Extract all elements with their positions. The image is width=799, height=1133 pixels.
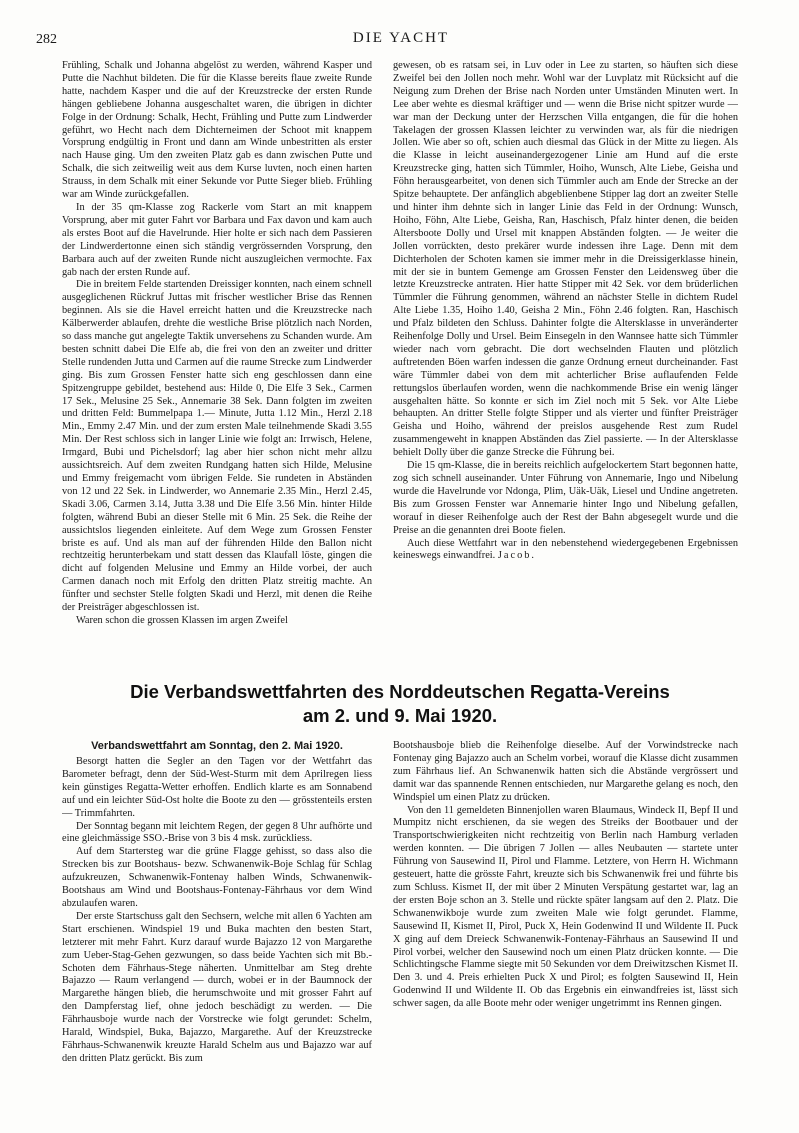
paragraph: Die in breitem Felde startenden Dreissiger konnten, nach einem schnell ausgeglichenen Rückruf Juttas mit frischer westlicher Brise das Rennen beginnen. Als sie die Havel erreicht hatten und die Kreuzstrecke nach Kälberwerder ablaufen, drehte die westliche Brise plötzlich nach Norden, so dass manche gut angelegte Taktik unversehens zu Schanden wurde. Am besten schnitt dabei Die Elfe ab, die frei von den an zweiter und dritter Stelle rundenden Jutta und Carmen auf die raume Strecke zum Lindwerder ging. Bis zum Grossen Fenster hatte sich eng geschlossen dann eine Spitzengruppe gebildet, bestehend aus: Hilde 0, Die Elfe 3 Sek., Carmen 17 Sek., Melusine 25 Sek., Annemarie 38 Sek. Dann folgten im zweiten und dritten Feld: Bummelpapa 1.— Minute, Jutta 1.12 Min., Herzl 2.18 Min., Emmy 2.47 Min. und der zum ersten Male teilnehmende Skadi 3.55 Min. Der Rest schloss sich in langer Linie wie folgt an: Irrwisch, Helene, Irmgard, Bubi und Pichelsdorf; lag aber hier schon nicht mehr allzu aussichtsreich. Auf dem zweiten Rundgang hatten sich Hilde, Melusine und Emmy freigemacht vom übrigen Felde. Sie rundeten in Abständen von 12 und 22 Sek. in Lindwerder, wo Annemarie 2.35 Min., Herzl 2.45, Skadi 3.06, Carmen 3.14, Jutta 3.38 und Die Elfe 3.56 Min. hinter Hilde folgten, während Bubi an dieser Stelle mit 6 Min. 25 Sek. die Reihe der aussichtslos liegenden einleitete. Auf dem Wege zum Grossen Fenster briste es auf. Und als man auf der führenden Hilde den Ballon nicht rechtzeitig herunterbekam und statt dessen das Klaufall löste, gingen die dicht auf folgenden Melusine und Emmy an Hilde vorbei, der auch Carmen danach noch mit Erfolg den dritten Platz streitig machte. An fünfter und sechster Stelle folgten Skadi und Herzl, mit denen die Reihe der Preisträger abgeschlossen ist.: [62, 279, 372, 614]
page-header: [36, 30, 766, 54]
paragraph: Besorgt hatten die Segler an den Tagen vor der Wettfahrt das Barometer befragt, denn der Süd-West-Sturm mit dem Aprilregen liess kein günstiges Regatta-Wetter erhoffen. Endlich klarte es am Sonnabend auf und ein leichter Süd-Ost holte die Boote zu den — grösstenteils ersten — Trimmfahrten.: [62, 756, 372, 819]
column-bottom-left: [62, 740, 372, 1110]
paragraph: Der erste Startschuss galt den Sechsern, welche mit allen 6 Yachten am Start erschienen. Windspiel 19 und Buka machten den besten Start, letzterer mit mehr Fahrt. Kurz darauf wurde Bajazzo 12 von Margarethe zum Ueber-Stag-Gehen gezwungen, so dass beide Yachten sich mit Bb.-Schoten dem Fährhaus-Stege näherten. Unmittelbar am Steg drehte Bajazzo — Raum verlangend — durch, wobei er in der Baumnock der Margarethe hängen blieb, die herumschwoite und mit grosser Fahrt auf den Dampferstag lief, ohne jedoch beschädigt zu werden. — Die Fährhausboje wurde nach der Vorstrecke wie folgt gerundet: Schelm, Harald, Windspiel, Buka, Bajazzo, Margarethe. Auf der Kreuzstrecke Fährhaus-Schwanenwik kreuzte Harald Schelm aus und Bajazzo war auf den dritten Platz gerückt. Bis zum: [62, 910, 372, 1064]
article-title-line-2: am 2. und 9. Mai 1920.: [302, 705, 498, 726]
running-title: DIE YACHT: [352, 30, 450, 46]
page-number: 282: [36, 32, 57, 47]
paragraph: Der Sonntag begann mit leichtem Regen, der gegen 8 Uhr aufhörte und eine gleichmässige SSO.-Brise von 3 bis 4 msk. zurückliess.: [62, 820, 372, 845]
paragraph: Auf dem Startersteg war die grüne Flagge gehisst, so dass also die Strecken bis zur Bootshaus- bezw. Schwanenwik-Boje Schlag für Schlag aufzukreuzen, Schwanenwik-Fontenay halben Winds, Schwanenwik-Bootshaus am Wind und Bootshaus-Fontenay-Fährhaus vor dem Wind abzulaufen waren.: [62, 846, 372, 909]
paragraph: gewesen, ob es ratsam sei, in Luv oder in Lee zu starten, so häuften sich diese Zweifel bei den Jollen noch mehr. Wohl war der Luvplatz mit Rücksicht auf die Neigung zum Drehen der Brise nach Norden unter Umständen Minuten wert. In Lee aber wehte es diesmal kräftiger und — wenn die Brise nicht spitzer wurde — war man der Deckung unter der Herzschen Villa entgangen, die für die hohen Takelagen der grossen Klassen leichter zu verwinden war, als für die niedrigen Jollen. Wie aber so oft, schien auch diesmal das Glück in der Mitte zu liegen. Als die Klasse in leicht auseinandergezogener Linie am Hund auf die erste Kreuzstrecke ging, hatten sich Tümmler, Hoiho, Wunsch, Alte Liebe, Geisha und Föhn herausgearbeitet, von denen sich Tümmler auch am Ende der Strecke an der Spitze behauptete. Der anfänglich abgeblienbene Stipper lag dort an zweiter Stelle und hinter ihm dehnte sich in langer Linie das Feld in der Ordnung: Wunsch, Hoiho, Föhn, Alte Liebe, Geisha, Ran, Haschisch, Pfalz hinter denen, die beiden Altersboote Dolly und Ursel mit knappen Abständen folgten. — Je weiter die Jollen vorrückten, desto prekärer wurde indessen ihre Lage. Denn mit dem Dichterholen der Schoten kamen sie immer mehr in die Dreissigerklasse hinein, mit der sie in buntem Gemenge am Grossen Fenster den Leidensweg über die letzte Kreuzstrecke antraten. Hier hatte Stipper mit 42 Sek. vor dem brüderlichen Tümmler die Führung genommen, während an nächster Stelle in dichtem Rudel Alte Liebe 1.35, Hoiho 1.40, Geisha 2 Min., Föhn 2.46 folgten. Ran, Haschisch und Pfalz bildeten den Schluss. Dahinter folgte die Altersklasse in unveränderter Reihenfolge Dolly und Ursel. Beim Einsegeln in den Wannsee hatte sich Tümmler wieder nach vorn gebracht. Die dort wechselnden Flauten und plötzlich auftretenden Böen warfen indessen die ganze Ordnung erneut durcheinander. Fast wäre Tümmler dabei von dem mit achterlicher Brise auflaufenden Felde rettungslos überlaufen worden, wenn die nachkommende Brise ein wenig länger ausgehalten hätte. So konnte er sich im Ziel noch mit 5 Sek. vor Alte Liebe behaupten. An dritter Stelle folgte Stipper und als vierter und fünfter Preisträger Geisha und Hoiho, während der preislos ausgehende Rest zum Rudel zusammengeweht in knappen Abständen das Ziel passierte. — In der Altersklasse behielt Dolly über die ganze Strecke die Führung bei.: [393, 60, 738, 459]
paragraph: Bootshausboje blieb die Reihenfolge dieselbe. Auf der Vorwindstrecke nach Fontenay ging Bajazzo auch an Schelm vorbei, worauf die Klasse dicht zusammen zum Fährhaus lief. An Schwanenwik hatten sich die Abstände vergrössert und damit war das spannende Rennen entschieden, nur Margarethe gelang es noch, den Windspiel um einen Platz zu drücken.: [393, 740, 738, 803]
paragraph: Von den 11 gemeldeten Binnenjollen waren Blaumaus, Windeck II, Bepf II und Mumpitz nicht erschienen, da sie wegen des Streiks der Bootbauer und der Transportschwierigkeiten nicht rechtzeitig von Berlin nach Hamburg verladen werden konnten. — Die übrigen 7 Jollen — alles Neubauten — startete unter Führung von Sausewind II, Pirol und Flamme. Letztere, von Herrn H. Wichmann gesteuert, hatte die grösste Fahrt, kreuzte sich bis Schwanenwik frei und führte bis zum Schluss. Kismet II, der mit über 2 Minuten Verspätung gestartet war, lag an der ersten Boje schon an 3. Stelle und rückte später langsam auf den 2. Platz. Die Schwanenwikboje wurde zum zweiten Male wie folgt gerundet. Flamme, Sausewind II, Kismet II, Pirol, Puck X, Hein Godenwind II und Wildente II. Puck X ging auf dem Dreieck Schwanenwik-Fontenay-Fährhaus an Sausewind II und Pirol vorbei, welcher den Sausewind noch um einen Platz drücken konnte. — Die Schlichtingsche Flamme siegte mit 50 Sekunden vor dem Dreiwitzschen Kismet II. Den 3. und 4. Preis erhielten Puck X und Pirol; es folgten Sausewind II, Hein Godenwind II und Wildente II. Ob das Ergebnis ein einwandfreies ist, lässt sich schwer sagen, da alle Boote mehr oder weniger ungetrimmt ins Rennen gingen.: [393, 804, 738, 1010]
paragraph: Die 15 qm-Klasse, die in bereits reichlich aufgelockertem Start begonnen hatte, zog sich schnell auseinander. Unter Führung von Annemarie, Ingo und Nibelung wurde die Havelrunde vor Ndonga, Plim, Uäk-Uäk, Liesel und Undine angetreten. Bis zum Grossen Fenster war Annemarie hinter Ingo und Nibelung gefallen, worauf in dieser Reihenfolge auch der Rest der Bahn abgesegelt wurde und die Preise an die genannten drei Boote fielen.: [393, 460, 738, 536]
column-top-left: [62, 60, 372, 690]
paragraph: [393, 538, 738, 564]
paragraph: Frühling, Schalk und Johanna abgelöst zu werden, während Kasper und Putte die Nachhut bildeten. Die für die Klasse bereits flaue zweite Runde hatte, nachdem Kasper und die auf der Kreuzstrecke der ersten Runde hängen gebliebene Johanna ausgeschaltet waren, die übrigen in dichter Folge in der Ordnung: Schalk, Hecht, Frühling und Putte zum Lindwerder geführt, wo Hecht nach dem Dichterneimen der Schoot mit knappem Vorsprung endgültig in Front und dann am Winde unbestritten als erster nach Hause ging. Um den zweiten Platz gab es dann zwischen Putte und Schalk, die sich zeitweilig weit aus dem Kurse luvten, noch einen harten Strauss, in dem Schalk mit einer Sekunde vor Putte Sieger blieb. Frühling war am Winde zurückgefallen.: [62, 60, 372, 201]
column-bottom-right: [393, 740, 738, 1110]
article-title-line-1: Die Verbandswettfahrten des Norddeutschen Regatta-Vereins: [130, 681, 670, 702]
author-signature: Jacob.: [497, 550, 536, 562]
paragraph-text: Auch diese Wettfahrt war in den nebenstehend wiedergegebenen Ergebnissen keineswegs einwandfrei.: [393, 537, 738, 562]
section-heading: Verbandswettfahrt am Sonntag, den 2. Mai 1920.: [91, 740, 343, 752]
paragraph: In der 35 qm-Klasse zog Rackerle vom Start an mit knappem Vorsprung, aber mit guter Fahrt vor Barbara und Fax davon und kam auch als erstes Boot auf die Havelrunde. Hier holte er sich nach dem Passieren der Lindwerdertonne einen sich ständig vergrössernden Vorsprung, den Barbara auch auf der zweiten Runde nicht auszugleichen vermochte. Fax gab nach der ersten Runde auf.: [62, 201, 372, 278]
paragraph: Waren schon die grossen Klassen im argen Zweifel: [76, 614, 288, 626]
column-top-right: [393, 60, 738, 690]
